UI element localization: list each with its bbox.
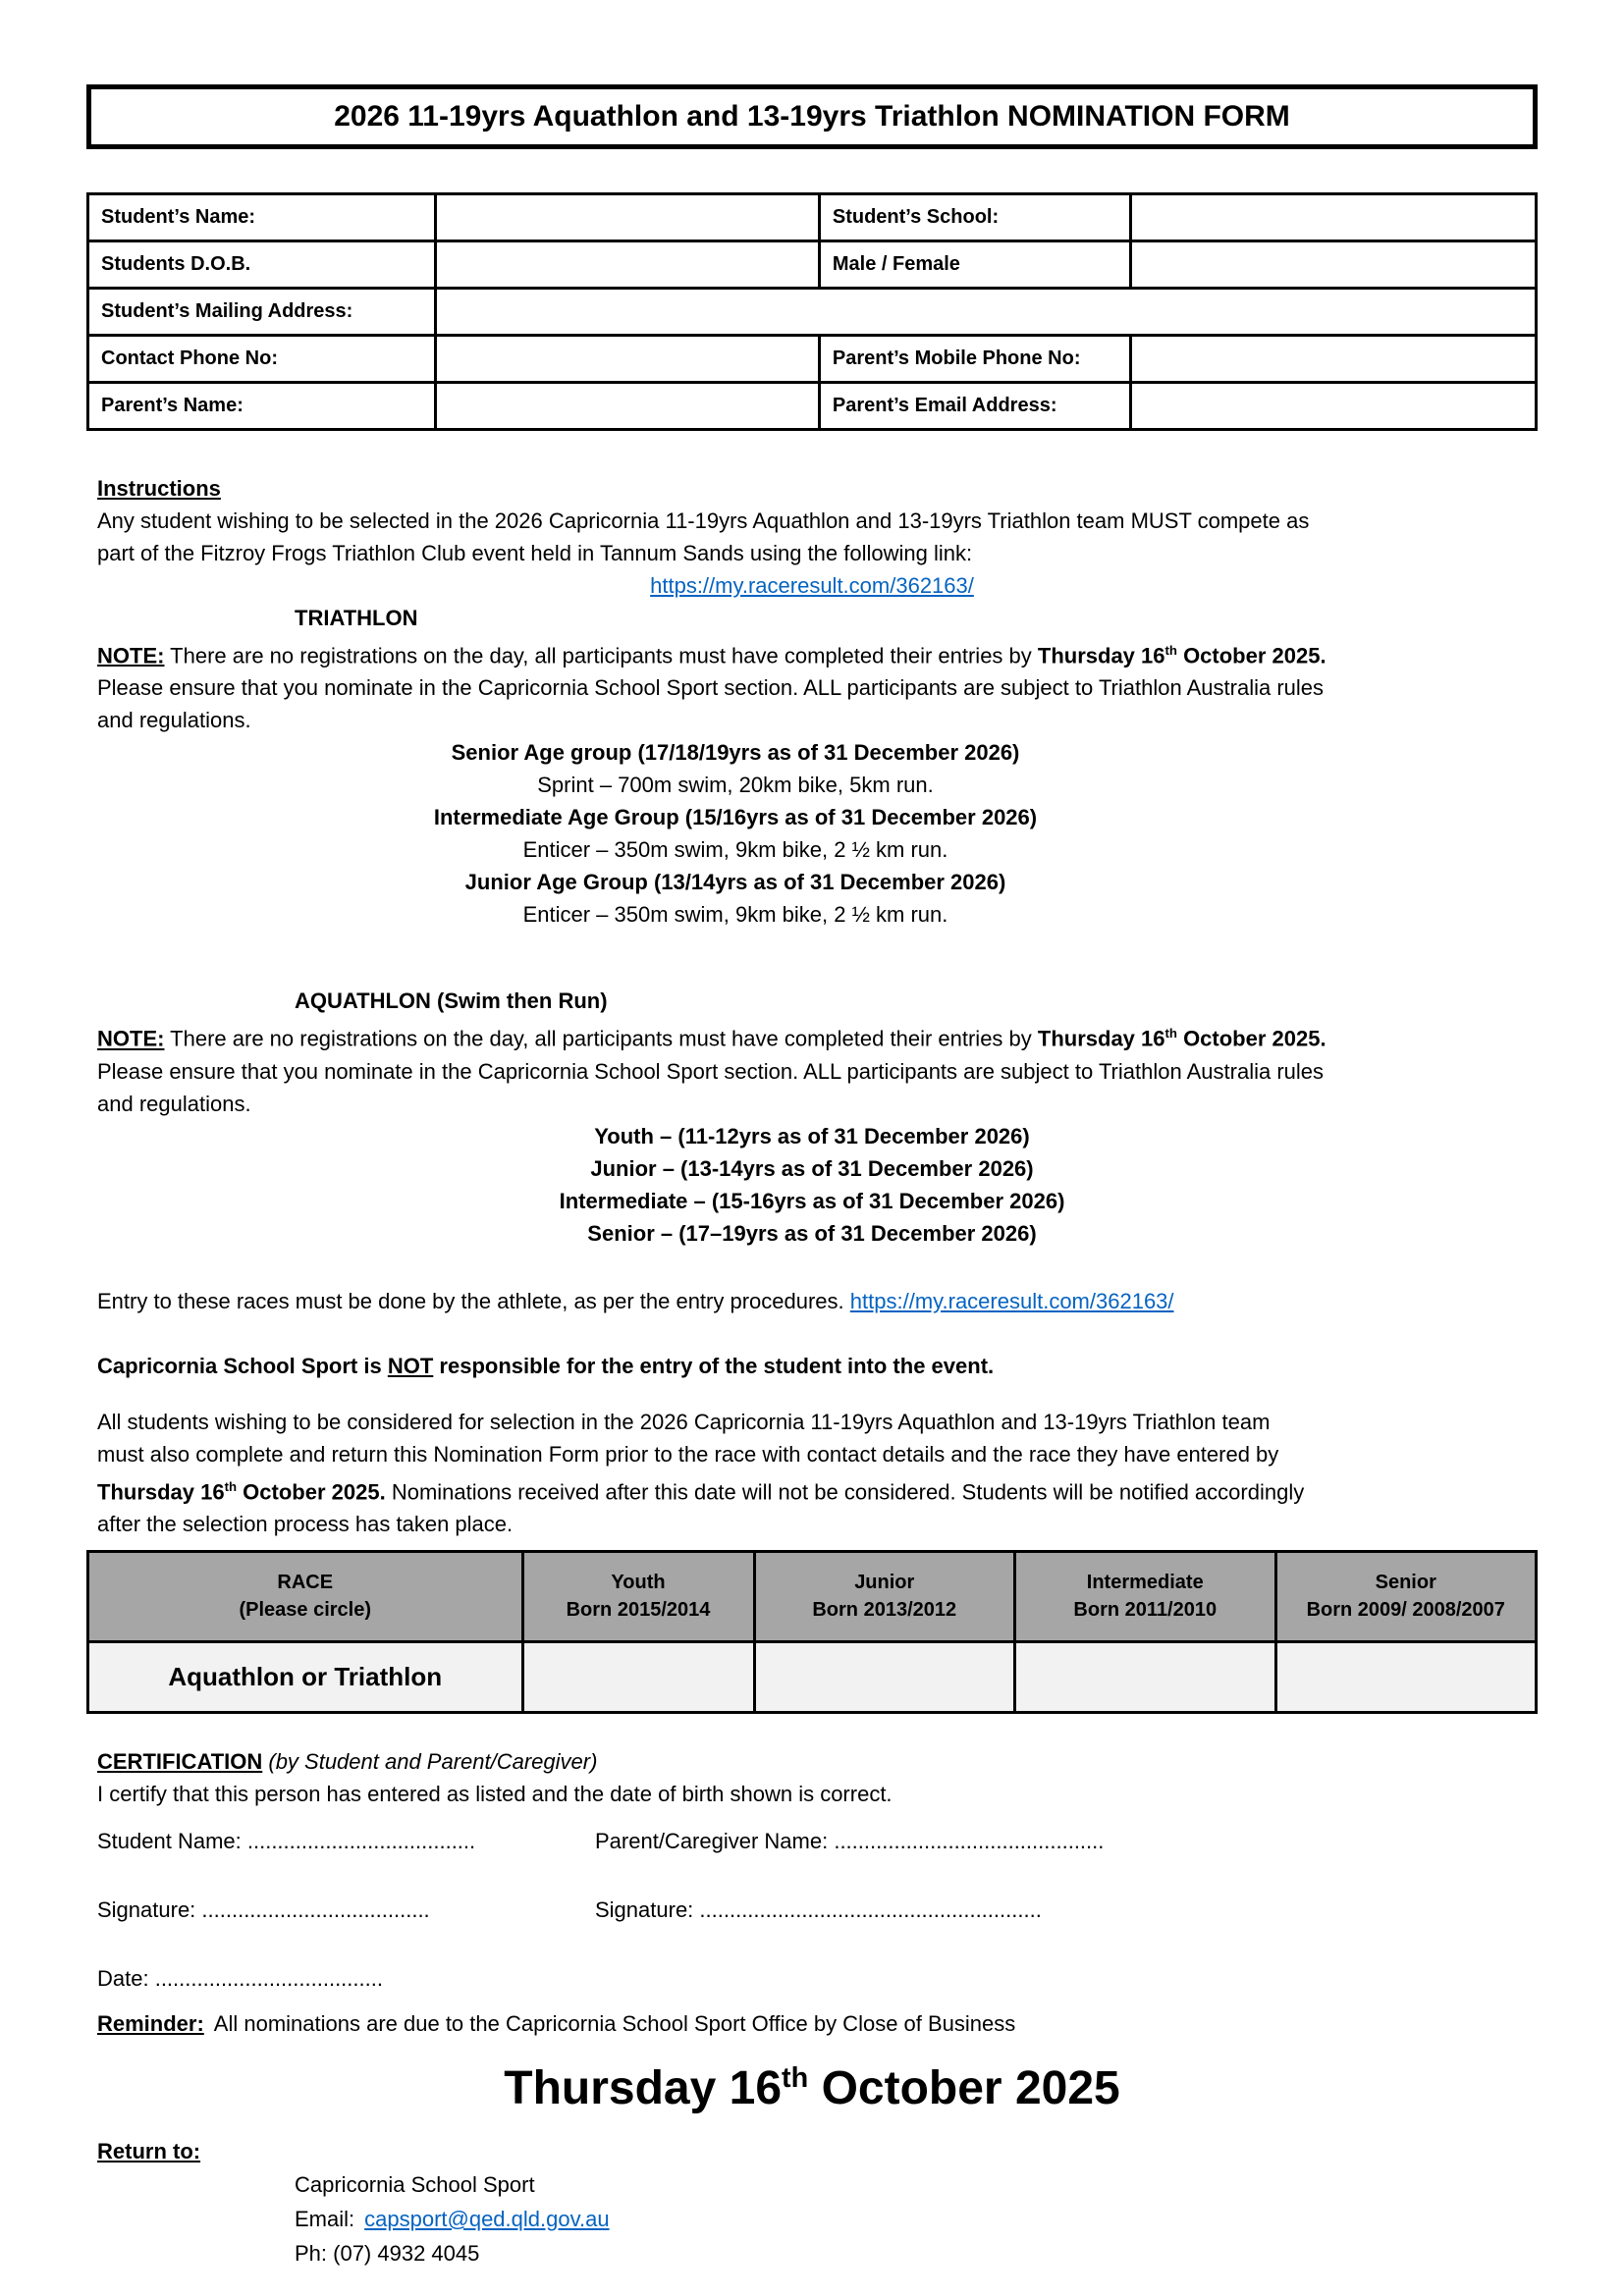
- intermediate-circle-cell[interactable]: [1015, 1641, 1276, 1712]
- aquathlon-note-line-3: and regulations.: [97, 1091, 251, 1116]
- certification-heading: CERTIFICATION: [97, 1748, 263, 1774]
- date-dotted-line: ......................................: [154, 1965, 383, 1991]
- not-responsible-line: [86, 1350, 1538, 1382]
- student-signature-dotted-line: ......................................: [201, 1896, 430, 1922]
- not-word: NOT: [387, 1353, 434, 1378]
- youth-header-subtitle: Born 2015/2014: [566, 1599, 711, 1622]
- names-row: [86, 1825, 1538, 1857]
- selection-line-3: [86, 1470, 1538, 1508]
- contact-email-line: [86, 2202, 1538, 2236]
- note-date-tail: October 2025.: [1176, 1026, 1326, 1051]
- youth-circle-cell[interactable]: [522, 1641, 754, 1712]
- aquathlon-youth-line: Youth – (11-12yrs as of 31 December 2026): [594, 1123, 1030, 1148]
- contact-phone-label: Contact Phone No:: [88, 336, 436, 383]
- triathlon-heading: TRIATHLON: [295, 606, 418, 630]
- selection-date: Thursday 16: [97, 1478, 225, 1504]
- reminder-label: Reminder:: [97, 2010, 204, 2036]
- junior-header-title: Junior: [854, 1572, 915, 1594]
- selection-paragraph: [86, 1406, 1538, 1540]
- note-date: Thursday 16: [1037, 643, 1165, 668]
- mailing-address-label: Student’s Mailing Address:: [88, 289, 436, 336]
- student-info-table: [86, 192, 1538, 431]
- note-date-superscript: th: [1164, 643, 1177, 658]
- student-dob-input-cell[interactable]: [436, 241, 820, 289]
- date-label: Date:: [97, 1965, 155, 1991]
- certification-subtitle: (by Student and Parent/Caregiver): [262, 1748, 598, 1774]
- not-responsible-post: responsible for the entry of the student into the event.: [433, 1353, 995, 1378]
- senior-header-cell: [1275, 1551, 1537, 1641]
- reminder-line: [86, 2007, 1538, 2040]
- due-date-tail: October 2025: [808, 2061, 1120, 2114]
- due-date-heading: [86, 2048, 1538, 2119]
- selection-line-2: must also complete and return this Nomination Form prior to the race with contact details and the race they have entered by: [97, 1441, 1279, 1467]
- intermediate-header-cell: [1015, 1551, 1276, 1641]
- parent-email-input-cell[interactable]: [1131, 383, 1537, 430]
- student-signature-label: Signature:: [97, 1896, 202, 1922]
- note-date-superscript: th: [1164, 1026, 1177, 1041]
- signatures-row: [86, 1894, 1538, 1926]
- email-label: Email:: [295, 2206, 355, 2231]
- parent-name-dotted-line: .............................................: [834, 1828, 1105, 1853]
- entry-url-line: [86, 569, 1538, 602]
- student-name-dotted-line: ......................................: [246, 1828, 476, 1853]
- student-school-label: Student’s School:: [819, 194, 1130, 241]
- instructions-line-2: part of the Fitzroy Frogs Triathlon Club event held in Tannum Sands using the following link:: [97, 541, 973, 565]
- parent-signature-label: Signature:: [595, 1896, 700, 1922]
- youth-header-cell: [522, 1551, 754, 1641]
- date-field[interactable]: [97, 1966, 383, 1991]
- date-row: [86, 1962, 1538, 1995]
- selection-line-1: All students wishing to be considered for selection in the 2026 Capricornia 11-19yrs Aquathlon and 13-19yrs Triathlon team: [97, 1409, 1271, 1434]
- aquathlon-intermediate-line: Intermediate – (15-16yrs as of 31 December 2026): [559, 1188, 1065, 1213]
- student-signature-field[interactable]: [97, 1894, 595, 1926]
- triathlon-note-line-3: and regulations.: [97, 708, 251, 733]
- entry-procedures-line: [86, 1285, 1538, 1317]
- gender-input-cell[interactable]: [1131, 241, 1537, 289]
- aquathlon-senior-line: Senior – (17–19yrs as of 31 December 2026): [587, 1220, 1037, 1246]
- student-name-input-cell[interactable]: [436, 194, 820, 241]
- junior-header-cell: [754, 1551, 1015, 1641]
- table-row: [88, 289, 1537, 336]
- aquathlon-heading: AQUATHLON (Swim then Run): [295, 988, 608, 1014]
- table-row: [88, 241, 1537, 289]
- return-to-heading: Return to:: [97, 2138, 201, 2163]
- selection-date-tail: October 2025.: [237, 1478, 386, 1504]
- aquathlon-junior-line: Junior – (13-14yrs as of 31 December 2026): [590, 1155, 1034, 1181]
- race-header-cell: [88, 1551, 523, 1641]
- senior-circle-cell[interactable]: [1275, 1641, 1537, 1712]
- not-responsible-pre: Capricornia School Sport is: [97, 1353, 388, 1378]
- parent-email-label: Parent’s Email Address:: [819, 383, 1130, 430]
- table-row: [88, 194, 1537, 241]
- race-table-data-row: [88, 1641, 1537, 1712]
- parent-mobile-label: Parent’s Mobile Phone No:: [819, 336, 1130, 383]
- race-header-title: RACE: [277, 1572, 334, 1594]
- contact-phone-line: Ph: (07) 4932 4045: [295, 2240, 480, 2266]
- junior-age-group-heading: Junior Age Group (13/14yrs as of 31 December 2026): [464, 870, 1006, 895]
- parent-name-label: Parent’s Name:: [88, 383, 436, 430]
- note-text: There are no registrations on the day, all participants must have completed their entries by: [164, 1026, 1038, 1051]
- table-row: [88, 336, 1537, 383]
- intermediate-header-subtitle: Born 2011/2010: [1073, 1599, 1218, 1622]
- due-date-superscript: th: [782, 2061, 809, 2094]
- reminder-text: All nominations are due to the Capricornia School Sport Office by Close of Business: [213, 2010, 1016, 2036]
- email-link[interactable]: capsport@qed.qld.gov.au: [364, 2206, 610, 2231]
- note-date: Thursday 16: [1037, 1026, 1165, 1051]
- parent-name-sign-label: Parent/Caregiver Name:: [595, 1828, 835, 1853]
- certify-statement: I certify that this person has entered as listed and the date of birth shown is correct.: [97, 1781, 893, 1806]
- triathlon-note-line-2: Please ensure that you nominate in the Capricornia School Sport section. ALL participants are subject to Triathlon Australia rules: [97, 675, 1325, 701]
- aquathlon-note-line-1: [86, 1017, 1538, 1054]
- entry-text: Entry to these races must be done by the athlete, as per the entry procedures.: [97, 1288, 850, 1313]
- raceresult-link[interactable]: https://my.raceresult.com/362163/: [650, 573, 974, 598]
- senior-age-group-heading: Senior Age group (17/18/19yrs as of 31 December 2026): [451, 740, 1020, 766]
- race-selection-table: [86, 1550, 1538, 1714]
- intermediate-age-group-detail: Enticer – 350m swim, 9km bike, 2 ½ km run.: [522, 837, 948, 863]
- mailing-address-input-cell[interactable]: [436, 289, 1537, 336]
- note-date-tail: October 2025.: [1176, 643, 1326, 668]
- junior-circle-cell[interactable]: [754, 1641, 1015, 1712]
- student-dob-label: Students D.O.B.: [88, 241, 436, 289]
- race-header-subtitle: (Please circle): [239, 1599, 372, 1622]
- selection-date-superscript: th: [224, 1478, 238, 1494]
- senior-header-title: Senior: [1375, 1572, 1436, 1594]
- parent-name-input-cell[interactable]: [436, 383, 820, 430]
- student-name-label: Student’s Name:: [88, 194, 436, 241]
- instructions-heading: Instructions: [97, 476, 221, 501]
- contact-phone-input-cell[interactable]: [436, 336, 820, 383]
- contact-name-line: Capricornia School Sport: [295, 2171, 535, 2197]
- student-name-sign-label: Student Name:: [97, 1828, 247, 1853]
- instructions-line-1: Any student wishing to be selected in the 2026 Capricornia 11-19yrs Aquathlon and 13-19yrs Triathlon team MUST compete as: [97, 508, 1310, 533]
- parent-mobile-input-cell[interactable]: [1131, 336, 1537, 383]
- aquathlon-note-line-2: Please ensure that you nominate in the Capricornia School Sport section. ALL participants are subject to Triathlon Australia rules: [97, 1058, 1325, 1084]
- intermediate-header-title: Intermediate: [1086, 1572, 1204, 1594]
- junior-age-group-detail: Enticer – 350m swim, 9km bike, 2 ½ km run.: [522, 902, 948, 928]
- table-row: [88, 383, 1537, 430]
- note-text: There are no registrations on the day, all participants must have completed their entries by: [164, 643, 1038, 668]
- note-label: NOTE:: [97, 1026, 165, 1051]
- youth-header-title: Youth: [611, 1572, 666, 1594]
- parent-signature-field[interactable]: [595, 1894, 1042, 1926]
- intermediate-age-group-heading: Intermediate Age Group (15/16yrs as of 31 December 2026): [433, 805, 1038, 830]
- student-name-sign-field[interactable]: [97, 1825, 595, 1857]
- parent-name-sign-field[interactable]: [595, 1825, 1104, 1857]
- senior-age-group-detail: Sprint – 700m swim, 20km bike, 5km run.: [537, 773, 934, 798]
- certification-heading-line: [86, 1745, 1538, 1778]
- triathlon-note-line-1: [86, 634, 1538, 671]
- due-date-main: Thursday 16: [504, 2061, 783, 2114]
- race-table-header-row: [88, 1551, 1537, 1641]
- selection-line-4: after the selection process has taken place.: [97, 1511, 514, 1536]
- raceresult-link[interactable]: https://my.raceresult.com/362163/: [849, 1288, 1174, 1313]
- gender-label: Male / Female: [819, 241, 1130, 289]
- junior-header-subtitle: Born 2013/2012: [812, 1599, 957, 1622]
- form-title: 2026 11-19yrs Aquathlon and 13-19yrs Triathlon NOMINATION FORM: [334, 100, 1290, 133]
- senior-header-subtitle: Born 2009/ 2008/2007: [1306, 1599, 1505, 1622]
- selection-line-3-rest: Nominations received after this date will not be considered. Students will be notified accordingly: [385, 1478, 1305, 1504]
- student-school-input-cell[interactable]: [1131, 194, 1537, 241]
- parent-signature-dotted-line: .........................................................: [699, 1896, 1042, 1922]
- race-choice-label: Aquathlon or Triathlon: [88, 1641, 523, 1712]
- note-label: NOTE:: [97, 643, 165, 668]
- form-title-box: [86, 84, 1538, 149]
